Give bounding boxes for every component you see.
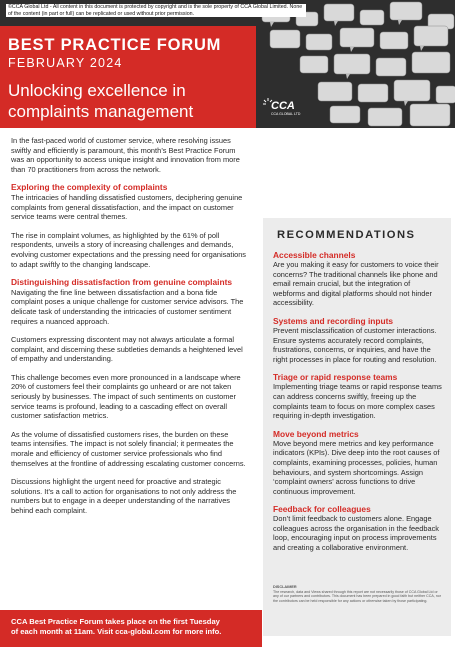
paragraph: The rise in complaint volumes, as highlighted by the 61% of poll respondents, unveils a story of increasing challenges and demands, evolving customer expectations and the pressing need for organisations to adapt swiftly to the changing landscape. bbox=[11, 230, 246, 269]
subtitle-line-2: complaints management bbox=[8, 102, 194, 121]
footer-line-1: CCA Best Practice Forum takes place on the first Tuesday bbox=[11, 617, 220, 626]
disclaimer-text: The research, data and Views shared through this report are not necessarily those of CCA Global Ltd or any of our partners and contributors. This document has been prepared in good faith but neither CCA, nor the contributors can be held responsible for any actions or otherwise taken by those participating. bbox=[273, 589, 441, 603]
subtitle-line-1: Unlocking excellence in bbox=[8, 81, 186, 100]
recommendations-title: RECOMMENDATIONS bbox=[277, 229, 416, 241]
article-body bbox=[11, 136, 248, 525]
section-heading-distinguishing: Distinguishing dissatisfaction from genuine complaints bbox=[11, 277, 233, 288]
rec-text: Prevent misclassification of customer interactions. Ensure systems accurately record complaints, frustrations, concerns, or inquiries, and have the right processes in place for routing and resolution. bbox=[273, 325, 437, 364]
cca-logo bbox=[262, 97, 302, 119]
recommendations-sidebar bbox=[263, 218, 451, 636]
footer-banner bbox=[0, 610, 262, 647]
header-banner bbox=[0, 0, 455, 128]
recommendations-list bbox=[273, 250, 443, 561]
rec-heading: Move beyond metrics bbox=[273, 428, 359, 439]
forum-subtitle bbox=[8, 80, 256, 122]
section-heading-complexity: Exploring the complexity of complaints bbox=[11, 182, 168, 193]
paragraph: Discussions highlight the urgent need for proactive and strategic solutions. It’s a call to action for organisations to not only address the numbers but to engage in a deeper understanding of the narratives behind each complaint. bbox=[11, 477, 237, 515]
title-panel bbox=[0, 26, 256, 128]
rec-text: Are you making it easy for customers to voice their concerns? The traditional channels like phone and email remain crucial, but the integration of webforms and digital platforms should not hinder accessibility. bbox=[273, 260, 439, 308]
rec-text: Move beyond mere metrics and key performance indicators (KPIs). Dive deep into the root causes of complaints, examining processes, policies, human behaviours, and system shortcomings. Assign ‘complaint owners’ across functions to drive continuous improvement. bbox=[273, 438, 440, 496]
rec-heading: Systems and recording inputs bbox=[273, 315, 394, 326]
paragraph: Customers expressing discontent may not always articulate a formal complaint, and discerning these subtleties demands a heightened level of empathy and understanding. bbox=[11, 335, 243, 364]
disclaimer bbox=[273, 585, 443, 603]
forum-title: BEST PRACTICE FORUM bbox=[8, 36, 222, 54]
copyright-notice: ©CCA Global Ltd - All content in this document is protected by copyright and is the sole property of CCA Global Limited. None of the content (in part or full) can be replicated or used without prior permission. bbox=[6, 4, 306, 17]
disclaimer-title: DISCLAIMER bbox=[273, 585, 297, 589]
paragraph: The intricacies of handling dissatisfied customers, deciphering genuine complaints from general dissatisfaction, and the impact on customer service teams were central themes. bbox=[11, 192, 243, 222]
rec-text: Implementing triage teams or rapid response teams can address concerns swiftly, freeing up the complaints team to focus on more complex cases requiring in-depth investigation. bbox=[273, 382, 442, 421]
rec-text: Don’t limit feedback to customers alone. Engage colleagues across the organisation in the feedback loop, encouraging input on process improvements and creating a collaborative environment. bbox=[273, 514, 439, 553]
footer-line-2: of each month at 11am. Visit cca-global.com for more info. bbox=[11, 627, 222, 636]
cca-logo-subtext: CCA GLOBAL LTD bbox=[271, 112, 301, 116]
paragraph: As the volume of dissatisfied customers rises, the burden on these teams intensifies. The impact is not solely financial; it permeates the morale and efficiency of customer service professionals who find themselves at the frontline of addressing escalating customer concerns. bbox=[11, 429, 246, 468]
cca-logo-text: CCA bbox=[271, 100, 295, 112]
intro-paragraph: In the fast-paced world of customer service, where resolving issues swiftly and efficiently is paramount, this month’s Best Practice Forum was an opportunity to access unique insight and innovation from more than 70 practitioners from across the network. bbox=[11, 136, 240, 174]
rec-heading: Accessible channels bbox=[273, 250, 356, 260]
rec-heading: Triage or rapid response teams bbox=[273, 372, 398, 383]
forum-date: FEBRUARY 2024 bbox=[8, 56, 123, 70]
paragraph: Navigating the fine line between dissatisfaction and a bona fide complaint poses a unique challenge for customer service advisors. The delicate task of understanding the intricacies of customer sentiment requires a nuanced approach. bbox=[11, 287, 244, 326]
paragraph: This challenge becomes even more pronounced in a landscape where 20% of customers feel their complaints go unheard or are not taken seriously by businesses. The impact of such sentiments on customer service teams is profound, leading to a cascading effect on overall customer satisfaction metrics. bbox=[11, 372, 241, 421]
rec-heading: Feedback for colleagues bbox=[273, 504, 371, 515]
